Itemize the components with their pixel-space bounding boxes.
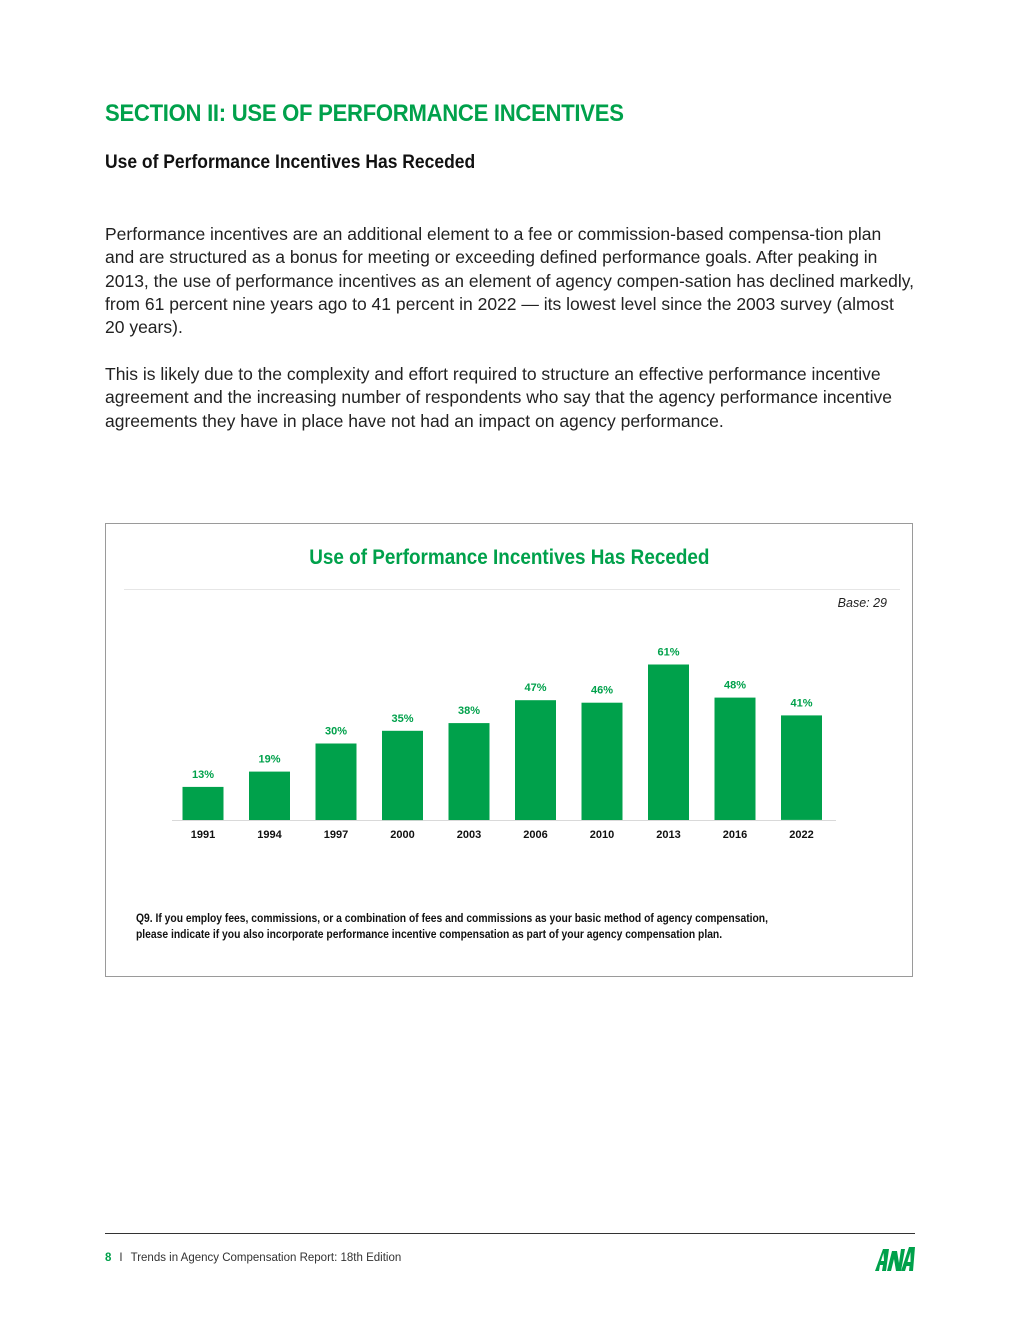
question-text — [136, 910, 856, 942]
data-label-2013: 61% — [657, 646, 680, 659]
x-tick-2010: 2010 — [589, 829, 615, 841]
page-number: 8 — [105, 1252, 112, 1264]
data-label-2016: 48% — [723, 679, 747, 692]
x-tick-1997: 1997 — [323, 829, 349, 841]
bar-2016 — [715, 698, 756, 820]
bar-1994 — [249, 772, 290, 820]
ana-logo-icon — [873, 1243, 917, 1273]
bar-2006 — [515, 700, 556, 820]
bar-2010 — [582, 703, 623, 820]
bar-2022 — [781, 715, 822, 820]
question-line-2: please indicate if you also incorporate performance incentive compensation as part of your agency compensation plan. — [136, 927, 723, 941]
section-title: SECTION II: USE OF PERFORMANCE INCENTIVES — [105, 100, 624, 127]
data-label-1994: 19% — [258, 753, 281, 766]
bar-1997 — [316, 744, 357, 821]
data-label-2000: 35% — [391, 712, 414, 725]
data-label-1997: 30% — [324, 725, 348, 738]
data-label-2006: 47% — [524, 682, 547, 695]
report-title: Trends in Agency Compensation Report: 18th Edition — [130, 1252, 402, 1264]
bar-2003 — [449, 723, 490, 820]
x-tick-2022: 2022 — [789, 829, 814, 841]
data-label-2010: 46% — [590, 684, 614, 697]
base-note: Base: 29 — [837, 596, 887, 610]
x-tick-2003: 2003 — [456, 829, 482, 841]
x-tick-2013: 2013 — [656, 829, 681, 841]
bar-2013 — [648, 665, 689, 821]
bar-2000 — [382, 731, 423, 820]
body-paragraph-2: This is likely due to the complexity and effort required to structure an effective performance incentive agreement and the increasing number of respondents who say that the agency performance incentive agreements they have in place have not had an impact on agency performance. — [105, 364, 893, 431]
x-tick-2016: 2016 — [722, 829, 748, 841]
body-paragraph-1: Performance incentives are an additional element to a fee or commission-based compensa-tion plan and are structured as a bonus for meeting or exceeding defined performance goals. After peaking in 2013, the use of performance incentives as an element of agency compen-sation has declined markedly, from 61 percent nine years ago to 41 percent in 2022 — its lowest level since the 2003 survey (almost 20 years). — [105, 224, 915, 338]
footer-separator: I — [119, 1252, 123, 1264]
data-label-2022: 41% — [790, 697, 813, 710]
sub-title: Use of Performance Incentives Has Receded — [105, 152, 476, 173]
x-tick-1991: 1991 — [190, 829, 216, 841]
x-tick-1994: 1994 — [257, 829, 282, 841]
bar-1991 — [183, 787, 224, 820]
footer-divider — [105, 1233, 915, 1234]
bar-chart — [106, 524, 912, 976]
data-label-2003: 38% — [457, 705, 481, 718]
data-label-1991: 13% — [191, 768, 215, 781]
chart-box — [105, 523, 913, 977]
x-tick-2000: 2000 — [390, 829, 415, 841]
chart-title-text: Use of Performance Incentives Has Receded — [308, 546, 710, 569]
footer — [105, 1252, 401, 1264]
question-line-1: Q9. If you employ fees, commissions, or a combination of fees and commissions as your basic method of agency compensation, — [136, 911, 768, 925]
x-tick-2006: 2006 — [523, 829, 548, 841]
